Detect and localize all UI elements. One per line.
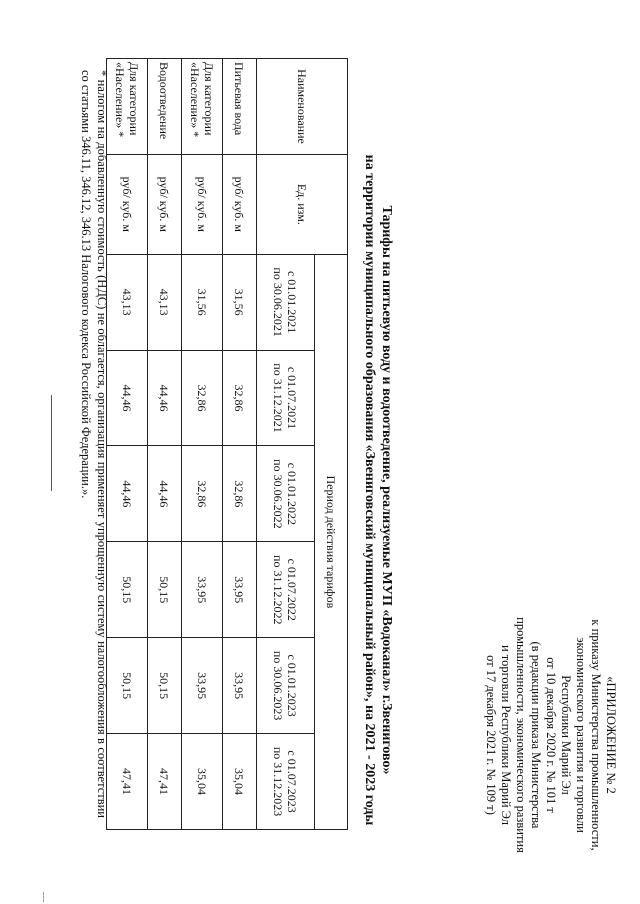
row-value: 33,95 [182, 542, 223, 638]
row-value: 50,15 [107, 542, 148, 638]
row-value: 33,95 [223, 542, 257, 638]
appendix-line: от 17 декабря 2021 г. № 109 т) [484, 655, 498, 815]
header-period: Период действия тарифов [314, 254, 347, 829]
row-value: 32,86 [182, 350, 223, 446]
footnote: * налогом на добавленную стоимость (НДС) не облагается, организация применяет упрощенную систему налогообложения в соответствии со статьями 346.11, 346.12, 346.13 Налогового кодекса Российской Федерации.». [79, 70, 109, 818]
appendix-line: промышленности, экономического развития [514, 617, 528, 853]
appendix-line: «ПРИЛОЖЕНИЕ № 2 [604, 676, 618, 794]
row-value: 50,15 [107, 638, 148, 734]
row-value: 33,95 [182, 638, 223, 734]
appendix-block [483, 600, 618, 870]
row-unit: руб/ куб. м [148, 154, 182, 254]
row-value: 44,46 [148, 446, 182, 542]
row-value: 35,04 [223, 734, 257, 830]
appendix-line: и торговли Республики Марий Эл [499, 644, 513, 826]
header-name: Наименование [257, 59, 348, 155]
appendix-line: Республики Марий Эл [559, 675, 573, 795]
document-title [361, 90, 395, 890]
header-period-2: с 01.07.2021 по 31.12.2021 [257, 350, 315, 446]
row-name: Для категории «Население» * [107, 59, 148, 155]
row-value: 47,41 [107, 734, 148, 830]
row-value: 44,46 [107, 350, 148, 446]
tariff-table [106, 58, 348, 830]
row-value: 50,15 [148, 542, 182, 638]
appendix-line: к приказу Министерства промышленности, [589, 619, 603, 851]
row-unit: руб/ куб. м [182, 154, 223, 254]
row-value: 33,95 [223, 638, 257, 734]
row-value: 43,13 [148, 254, 182, 350]
header-period-4: с 01.07.2022 по 31.12.2022 [257, 542, 315, 638]
row-value: 31,56 [223, 254, 257, 350]
header-unit: Ед. изм. [257, 154, 348, 254]
row-value: 32,86 [182, 446, 223, 542]
table-row [148, 59, 182, 830]
row-value: 35,04 [182, 734, 223, 830]
title-line-1: Тарифы на питьевую воду и водоотведение, реализуемые МУП «Водоканал» г.Звенигово» [379, 205, 394, 775]
header-period-3: с 01.01.2022 по 30.06.2022 [257, 446, 315, 542]
row-value: 50,15 [148, 638, 182, 734]
table-row [107, 59, 148, 830]
row-value: 44,46 [107, 446, 148, 542]
appendix-line: от 10 декабря 2020 г. № 101 т [544, 657, 558, 813]
end-divider [51, 395, 52, 491]
row-unit: руб/ куб. м [223, 154, 257, 254]
row-value: 47,41 [148, 734, 182, 830]
row-name: Питьевая вода [223, 59, 257, 155]
appendix-line: экономического развития и торговли [574, 637, 588, 833]
row-value: 44,46 [148, 350, 182, 446]
header-period-1: с 01.01.2021 по 30.06.2021 [257, 254, 315, 350]
header-period-5: с 01.01.2023 по 30.06.2023 [257, 638, 315, 734]
row-name: Для категории «Население» * [182, 59, 223, 155]
row-name: Водоотведение [148, 59, 182, 155]
table-row [182, 59, 223, 830]
appendix-line: (в редакции приказа Министерства [529, 641, 543, 829]
row-unit: руб/ куб. м [107, 154, 148, 254]
title-line-2: на территории муниципального образования «Звениговский муниципальный район», на 2021 - 2023 годы [362, 154, 377, 826]
row-value: 32,86 [223, 350, 257, 446]
header-period-6: с 01.07.2023 по 31.12.2023 [257, 734, 315, 830]
row-value: 31,56 [182, 254, 223, 350]
table-row [223, 59, 257, 830]
scan-edge-mark [43, 892, 44, 902]
row-value: 43,13 [107, 254, 148, 350]
row-value: 32,86 [223, 446, 257, 542]
